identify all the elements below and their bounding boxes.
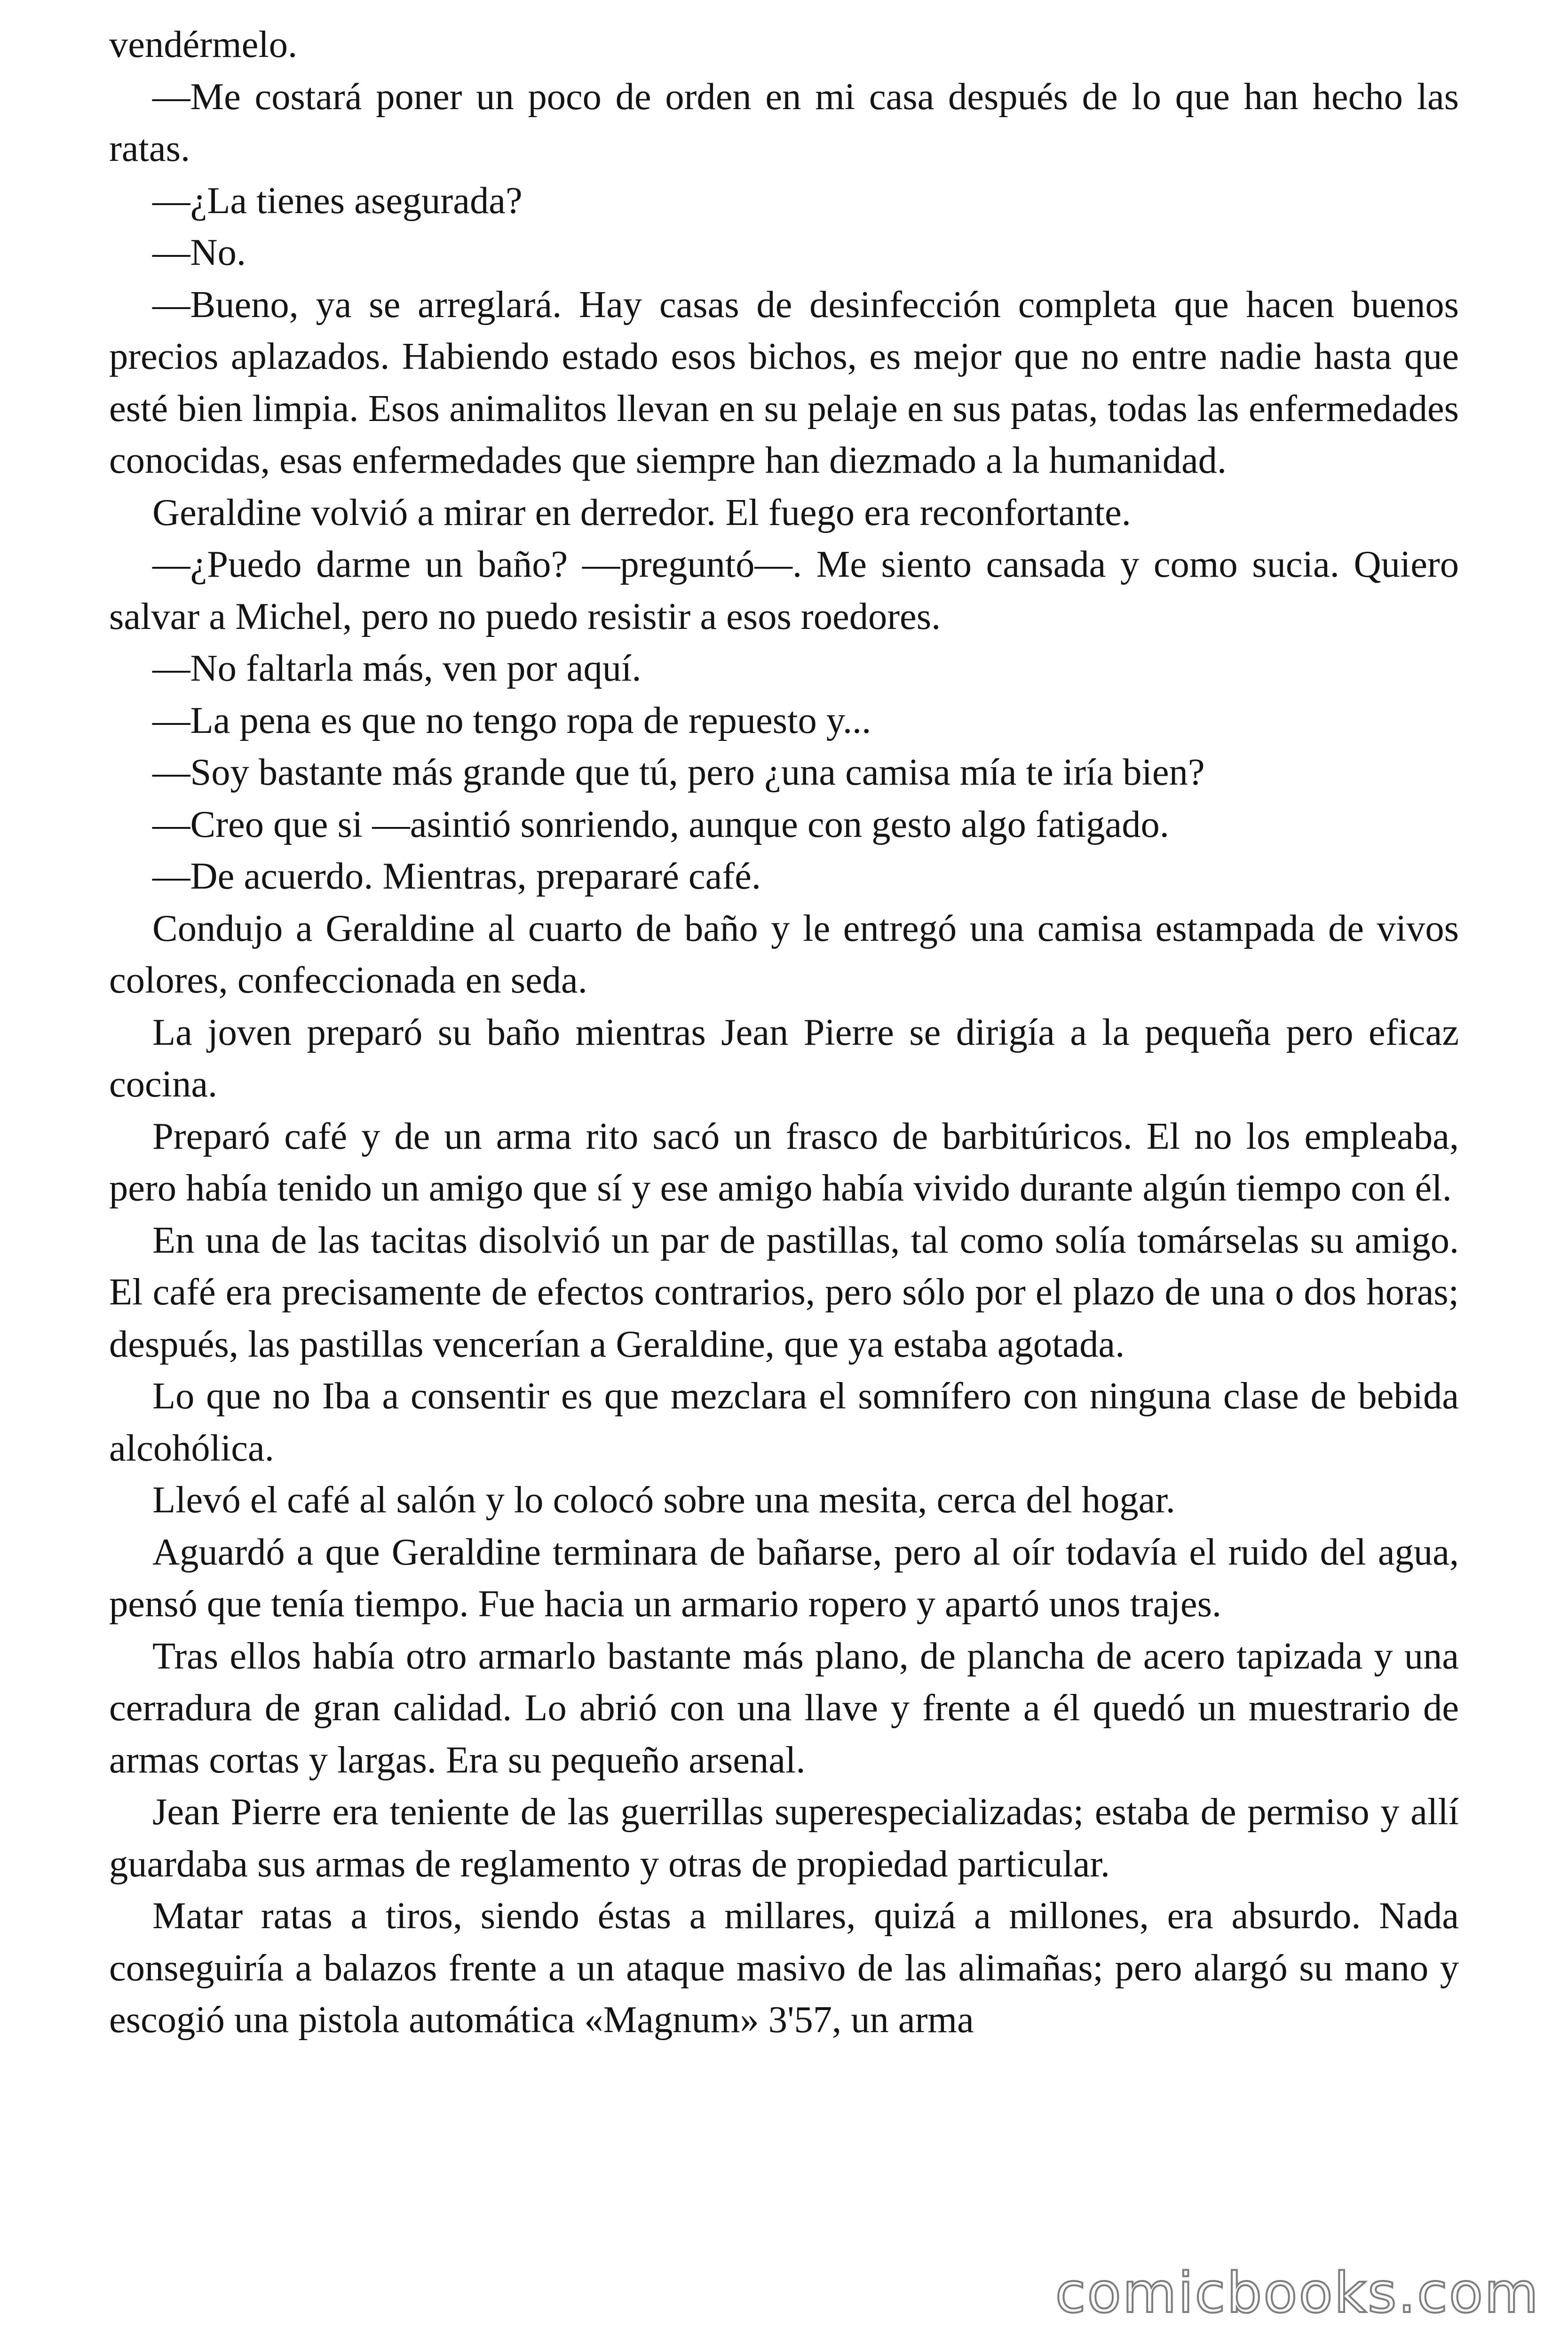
paragraph: —Bueno, ya se arreglará. Hay casas de desinfección completa que hacen buenos precios aplazados. Habiendo estado esos bichos, es mejor que no entre nadie hasta que esté bien limpia. Esos animalitos llevan en su pelaje en sus patas, todas las enfermedades conocidas, esas enfermedades que siempre han diezmado a la humanidad. [109,283,1459,481]
paragraph: —La pena es que no tengo ropa de repuesto y... [152,699,871,741]
paragraph: vendérmelo. [109,24,298,65]
paragraph: Llevó el café al salón y lo colocó sobre una mesita, cerca del hogar. [152,1479,1175,1521]
paragraph: Condujo a Geraldine al cuarto de baño y le entregó una camisa estampada de vivos colores, confeccionada en seda. [109,907,1459,1001]
paragraph: Matar ratas a tiros, siendo éstas a millares, quizá a millones, era absurdo. Nada conseguiría a balazos frente a un ataque masivo de las alimañas; pero alargó su mano y escogió una pistola automática «Magnum» 3'57, un arma [109,1895,1459,2041]
paragraph: Jean Pierre era teniente de las guerrillas superespecializadas; estaba de permiso y allí guardaba sus armas de reglamento y otras de propiedad particular. [109,1791,1459,1885]
paragraph: La joven preparó su baño mientras Jean Pierre se dirigía a la pequeña pero eficaz cocina. [109,1011,1459,1105]
paragraph: —¿La tienes asegurada? [152,179,523,222]
paragraph: —No faltarla más, ven por aquí. [152,647,641,689]
paragraph: —¿Puedo darme un baño? —preguntó—. Me siento cansada y como sucia. Quiero salvar a Michel, pero no puedo resistir a esos roedores. [109,543,1459,637]
paragraph: Tras ellos había otro armarlo bastante más plano, de plancha de acero tapizada y una cerradura de gran calidad. Lo abrió con una llave y frente a él quedó un muestrario de armas cortas y largas. Era su pequeño arsenal. [109,1635,1459,1781]
watermark-logo: comicbooks.com [1055,2260,1540,2325]
paragraph: —Creo que si —asintió sonriendo, aunque con gesto algo fatigado. [152,803,1169,845]
paragraph: Aguardó a que Geraldine terminara de bañarse, pero al oír todavía el ruido del agua, pensó que tenía tiempo. Fue hacia un armario ropero y apartó unos trajes. [109,1531,1459,1625]
paragraph: Geraldine volvió a mirar en derredor. El fuego era reconfortante. [152,491,1131,533]
paragraph: —Me costará poner un poco de orden en mi casa después de lo que han hecho las ratas. [109,75,1459,169]
paragraph: —Soy bastante más grande que tú, pero ¿una camisa mía te iría bien? [152,751,1205,793]
paragraph: Preparó café y de un arma rito sacó un frasco de barbitúricos. El no los empleaba, pero había tenido un amigo que sí y ese amigo había vivido durante algún tiempo con él. [109,1115,1459,1209]
page-text [109,19,1459,2046]
paragraph: —De acuerdo. Mientras, prepararé café. [152,855,761,897]
paragraph: En una de las tacitas disolvió un par de pastillas, tal como solía tomárselas su amigo. El café era precisamente de efectos contrarios, pero sólo por el plazo de una o dos horas; después, las pastillas vencerían a Geraldine, que ya estaba agotada. [109,1219,1459,1365]
paragraph: —No. [152,231,246,273]
paragraph: Lo que no Iba a consentir es que mezclara el somnífero con ninguna clase de bebida alcohólica. [109,1375,1459,1469]
